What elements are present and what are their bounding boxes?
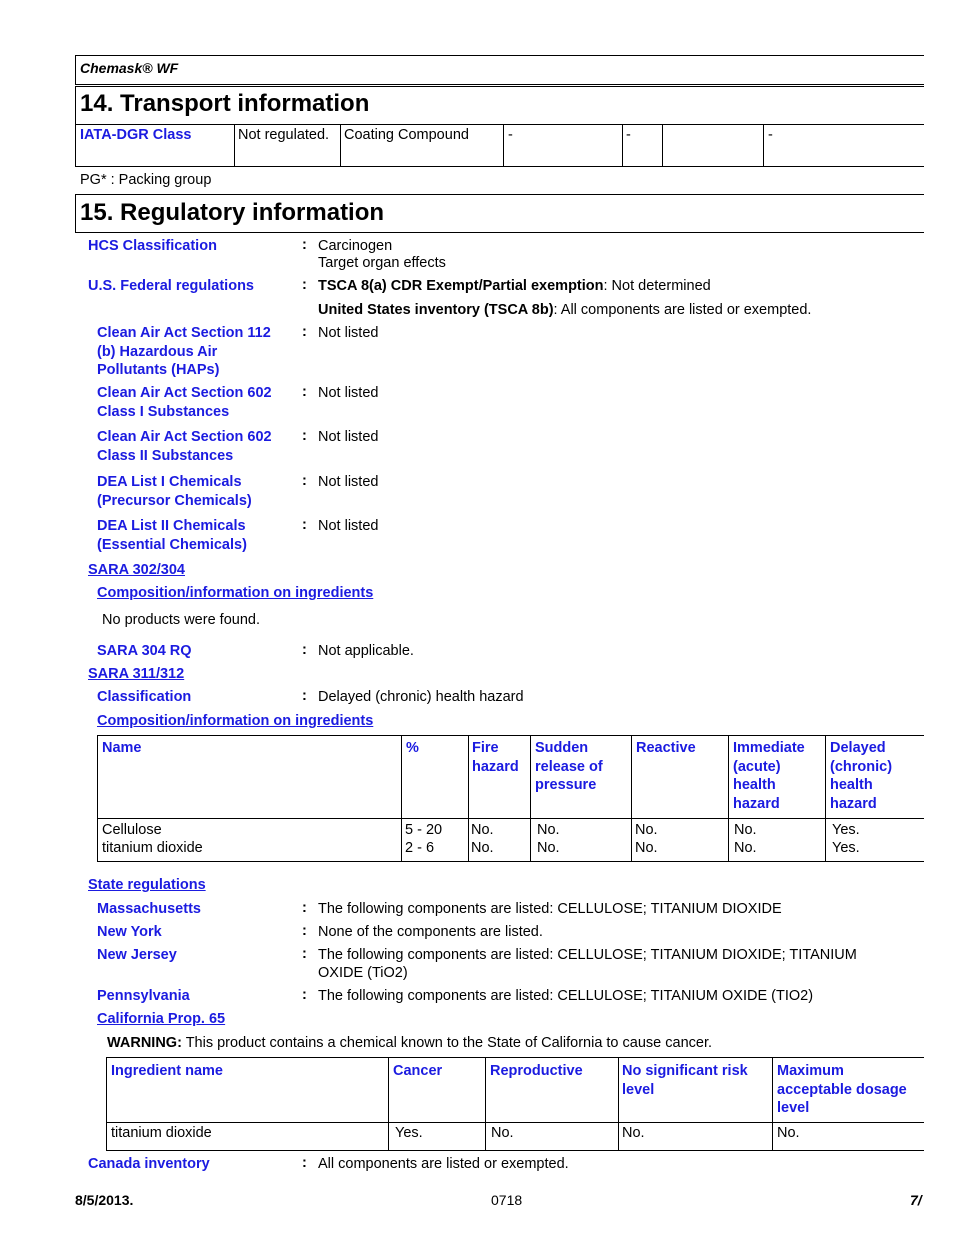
sara-cell-reactive: No. No. — [635, 822, 658, 856]
canada-value: All components are listed or exempted. — [318, 1156, 569, 1172]
pg-note: PG* : Packing group — [80, 172, 212, 188]
new-york-value: None of the components are listed. — [318, 924, 543, 940]
sara302-note: No products were found. — [102, 612, 260, 628]
sara-cell-delayed: Yes. Yes. — [832, 822, 860, 856]
massachusetts-value: The following components are listed: CELLULOSE; TITANIUM DIOXIDE — [318, 901, 782, 917]
iata-regulated: Not regulated. — [238, 127, 330, 143]
prop65-cell-ingredient: titanium dioxide — [111, 1125, 212, 1141]
prop65-warning: WARNING: This product contains a chemical known to the State of California to cause cancer. — [107, 1035, 713, 1051]
sara-col-immediate: Immediate (acute) health hazard — [733, 740, 805, 812]
hcs-label: HCS Classification — [88, 238, 217, 254]
prop65-col-madl: Maximum acceptable dosage level — [777, 1063, 907, 1116]
iata-dgr-label: IATA-DGR Class — [80, 127, 192, 143]
dea1-value: Not listed — [318, 474, 379, 490]
caa602-class1-label: Clean Air Act Section 602 Class I Substances — [97, 385, 272, 420]
sara311-classification-label: Classification — [97, 689, 192, 705]
prop65-cell-cancer: Yes. — [395, 1125, 423, 1141]
sara311-subheading: Composition/information on ingredients — [97, 713, 374, 729]
sara302-subheading: Composition/information on ingredients — [97, 585, 374, 601]
canada-label: Canada inventory — [88, 1156, 210, 1172]
prop65-cell-madl: No. — [777, 1125, 800, 1141]
sara304rq-label: SARA 304 RQ — [97, 643, 192, 659]
sara-col-pct: % — [406, 740, 419, 756]
sara-cell-name: Cellulose titanium dioxide — [102, 822, 203, 856]
prop65-col-reproductive: Reproductive — [490, 1063, 583, 1079]
sara-cell-pct: 5 - 20 2 - 6 — [405, 822, 443, 856]
caa602-class1-value: Not listed — [318, 385, 379, 401]
footer-date: 8/5/2013. — [75, 1192, 134, 1208]
state-heading: State regulations — [88, 877, 206, 893]
sara302-heading: SARA 302/304 — [88, 562, 185, 578]
sara-col-name: Name — [102, 740, 142, 756]
dea2-label: DEA List II Chemicals (Essential Chemicals) — [97, 518, 247, 553]
sara311-heading: SARA 311/312 — [88, 666, 185, 682]
iata-pg: - — [626, 127, 631, 143]
iata-class: - — [508, 127, 513, 143]
iata-additional: - — [768, 127, 773, 143]
footer-page: 7/ — [910, 1192, 922, 1208]
massachusetts-label: Massachusetts — [97, 901, 201, 917]
sara-cell-fire: No. No. — [471, 822, 494, 856]
prop65-heading: California Prop. 65 — [97, 1011, 226, 1027]
caa602-class2-value: Not listed — [318, 429, 379, 445]
dea1-label: DEA List I Chemicals (Precursor Chemicals) — [97, 474, 252, 509]
caa112-value: Not listed — [318, 325, 379, 341]
product-name: Chemask® WF — [80, 60, 179, 76]
sara304rq-value: Not applicable. — [318, 643, 414, 659]
hcs-value-2: Target organ effects — [318, 255, 446, 271]
prop65-cell-nsrl: No. — [622, 1125, 645, 1141]
federal-label: U.S. Federal regulations — [88, 278, 254, 294]
pennsylvania-label: Pennsylvania — [97, 988, 190, 1004]
sara-cell-sudden: No. No. — [537, 822, 560, 856]
sara-col-sudden: Sudden release of pressure — [535, 740, 603, 793]
caa602-class2-label: Clean Air Act Section 602 Class II Substances — [97, 429, 272, 464]
tsca-8b: United States inventory (TSCA 8b): All components are listed or exempted. — [318, 302, 812, 318]
new-jersey-value: The following components are listed: CELLULOSE; TITANIUM DIOXIDE; TITANIUM OXIDE (TiO2) — [318, 947, 857, 981]
sara-cell-immediate: No. No. — [734, 822, 757, 856]
footer-code: 0718 — [491, 1192, 523, 1208]
new-york-label: New York — [97, 924, 162, 940]
hcs-value-1: Carcinogen — [318, 238, 393, 254]
section-15-title: 15. Regulatory information — [80, 199, 385, 226]
prop65-col-cancer: Cancer — [393, 1063, 443, 1079]
new-jersey-label: New Jersey — [97, 947, 177, 963]
prop65-col-ingredient: Ingredient name — [111, 1063, 223, 1079]
tsca-8a: TSCA 8(a) CDR Exempt/Partial exemption: Not determined — [318, 278, 711, 294]
dea2-value: Not listed — [318, 518, 379, 534]
sara-col-reactive: Reactive — [636, 740, 696, 756]
sara-col-fire: Fire hazard — [472, 740, 519, 775]
sara311-classification-value: Delayed (chronic) health hazard — [318, 689, 524, 705]
section-14-title: 14. Transport information — [80, 90, 370, 117]
prop65-cell-reproductive: No. — [491, 1125, 514, 1141]
sara-col-delayed: Delayed (chronic) health hazard — [830, 740, 893, 812]
iata-shipping-name: Coating Compound — [344, 127, 469, 143]
pennsylvania-value: The following components are listed: CELLULOSE; TITANIUM OXIDE (TIO2) — [318, 988, 814, 1004]
prop65-col-nsrl: No significant risk level — [622, 1063, 748, 1098]
caa112-label: Clean Air Act Section 112 (b) Hazardous Air Pollutants (HAPs) — [97, 325, 271, 378]
